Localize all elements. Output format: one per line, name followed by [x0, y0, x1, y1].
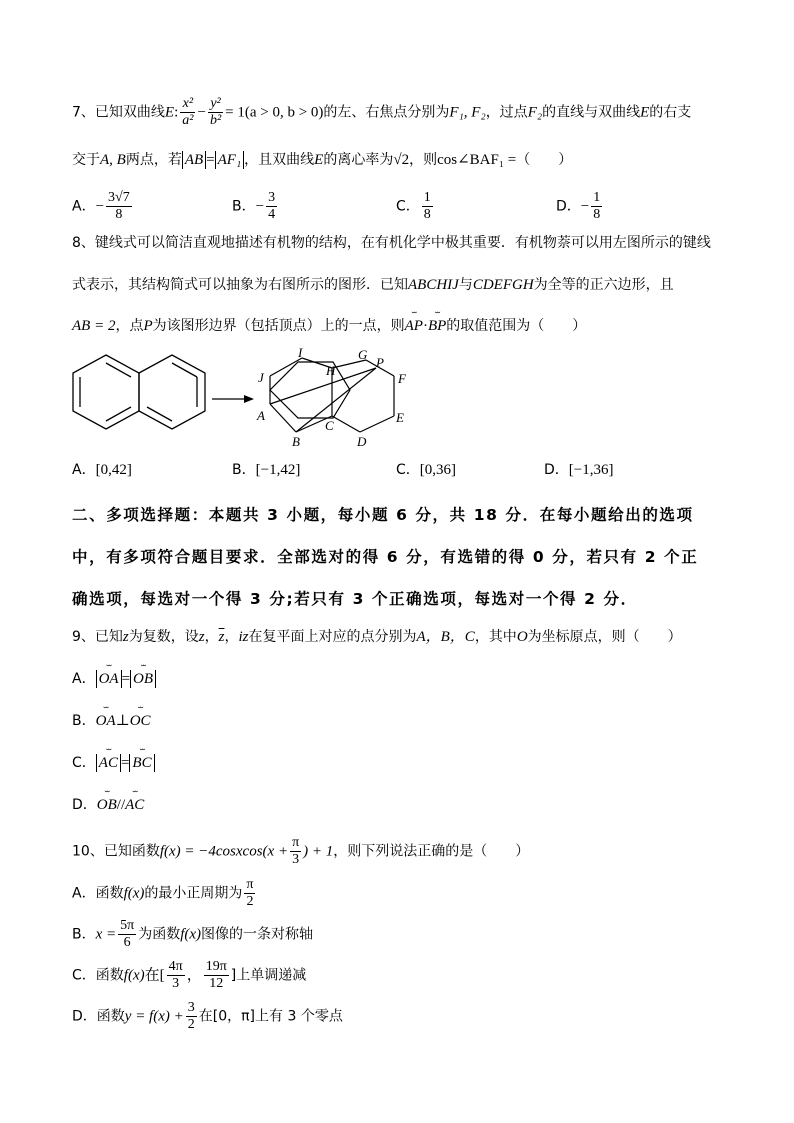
label-p: P [376, 355, 384, 370]
q10-stem: 10、已知函数f(x) = −4cosxcos(x + $\frac{\pi}{3}$ ) + 1，则下列说法正确的是（ ） [72, 835, 530, 867]
q10-option-a[interactable]: A．函数f(x)的最小正周期为 $\frac{\pi}{2}$ [72, 877, 254, 909]
label-h: H [326, 363, 336, 378]
q7-line2: 交于A, B两点，若 AB = AF₁ ，且双曲线E的离心率为√2，则cos∠BAF₁ =（ ） [72, 152, 573, 168]
q8-option-d[interactable]: D．[−1,36] [544, 462, 614, 478]
label-c: C [325, 418, 334, 433]
naph-ring-left [73, 355, 139, 429]
q8-line2: 式表示，其结构简式可以抽象为右图所示的图形．已知ABCHIJ与CDEFGH为全等的正六边形，且 [72, 277, 674, 293]
section2-line3: 确选项，每选对一个得 3 分;若只有 3 个正确选项，每选对一个得 2 分． [72, 590, 638, 608]
label-g: G [358, 347, 368, 362]
q8-option-c[interactable]: C．[0,36] [396, 462, 457, 478]
q9-option-d[interactable]: D．˘˘ OB//˘˘ AC [72, 795, 144, 815]
q9-option-b[interactable]: B．˘˘ OA⊥˘˘ OC [72, 711, 151, 731]
hexagon-figure [254, 346, 414, 450]
q10-option-d[interactable]: D．函数y = f(x) + $\frac{3}{2}$ 在[0，π]上有 3 个零点 [72, 1000, 343, 1032]
q8-option-b[interactable]: B．[−1,42] [232, 462, 301, 478]
label-i: I [298, 346, 303, 360]
q8-option-a[interactable]: A．[0,42] [72, 462, 132, 478]
naphthalene-diagram [66, 346, 216, 436]
q7-option-c[interactable]: C． $\frac{1}{8}$ [396, 190, 431, 222]
q9-option-c[interactable]: C． ˘˘ AC = ˘˘ BC [72, 753, 155, 773]
naph-ring-right [139, 355, 205, 429]
label-d: D [357, 434, 367, 449]
section2-line1: 二、多项选择题：本题共 3 小题，每小题 6 分，共 18 分．在每小题给出的选项 [72, 506, 694, 524]
section2-line2: 中，有多项符合题目要求．全部选对的得 6 分，有选错的得 0 分，若只有 2 个正 [72, 548, 699, 566]
q7-option-b[interactable]: B．− $\frac{3}{4}$ [232, 190, 276, 222]
label-a: A [257, 408, 265, 423]
arrow-right-icon [212, 392, 256, 406]
label-b: B [292, 434, 300, 449]
label-f: F [398, 371, 406, 386]
q10-option-c[interactable]: C．函数f(x)在[ $\frac{4\pi}{3}$ ， $\frac{19\pi}{12}$ ]上单调递减 [72, 959, 307, 991]
label-e: E [396, 410, 404, 425]
label-j: J [258, 370, 264, 385]
q8-line1: 8、键线式可以简洁直观地描述有机物的结构，在有机化学中极其重要．有机物萘可以用左图所示的键线 [72, 235, 711, 251]
q8-line3: AB = 2，点P为该图形边界（包括顶点）上的一点，则˘˘ AP·˘˘ BP的取值范围为（ ） [72, 316, 586, 336]
q7-line1: 7、已知双曲线E: $\frac{\text{x²}}{\text{a²}}$ − $\frac{\text{y²}}{\text{b²}}$ = 1(a > 0, b > 0)的左、右焦点分别为F₁, F₂，过点F₂的直线与双曲线E的右支 [72, 96, 692, 128]
q7-frac-x: $\frac{\text{x²}}{\text{a²}}$ [182, 96, 194, 128]
q7-option-d[interactable]: D．− $\frac{1}{8}$ [556, 190, 601, 222]
q10-option-b[interactable]: B．x = $\frac{5\pi}{6}$ 为函数f(x)图像的一条对称轴 [72, 918, 314, 950]
q7-option-a[interactable]: A．− $\frac{3√7}{8}$ [72, 190, 130, 222]
q9-stem: 9、已知z为复数，设z，$\overline{z}$，iz在复平面上对应的点分别为A，B，C，其中O为坐标原点，则（ ） [72, 629, 682, 645]
q7-frac-y: $\frac{\text{y²}}{\text{b²}}$ [209, 96, 222, 128]
q9-option-a[interactable]: A． ˘˘ OA = ˘˘ OB [72, 669, 156, 689]
